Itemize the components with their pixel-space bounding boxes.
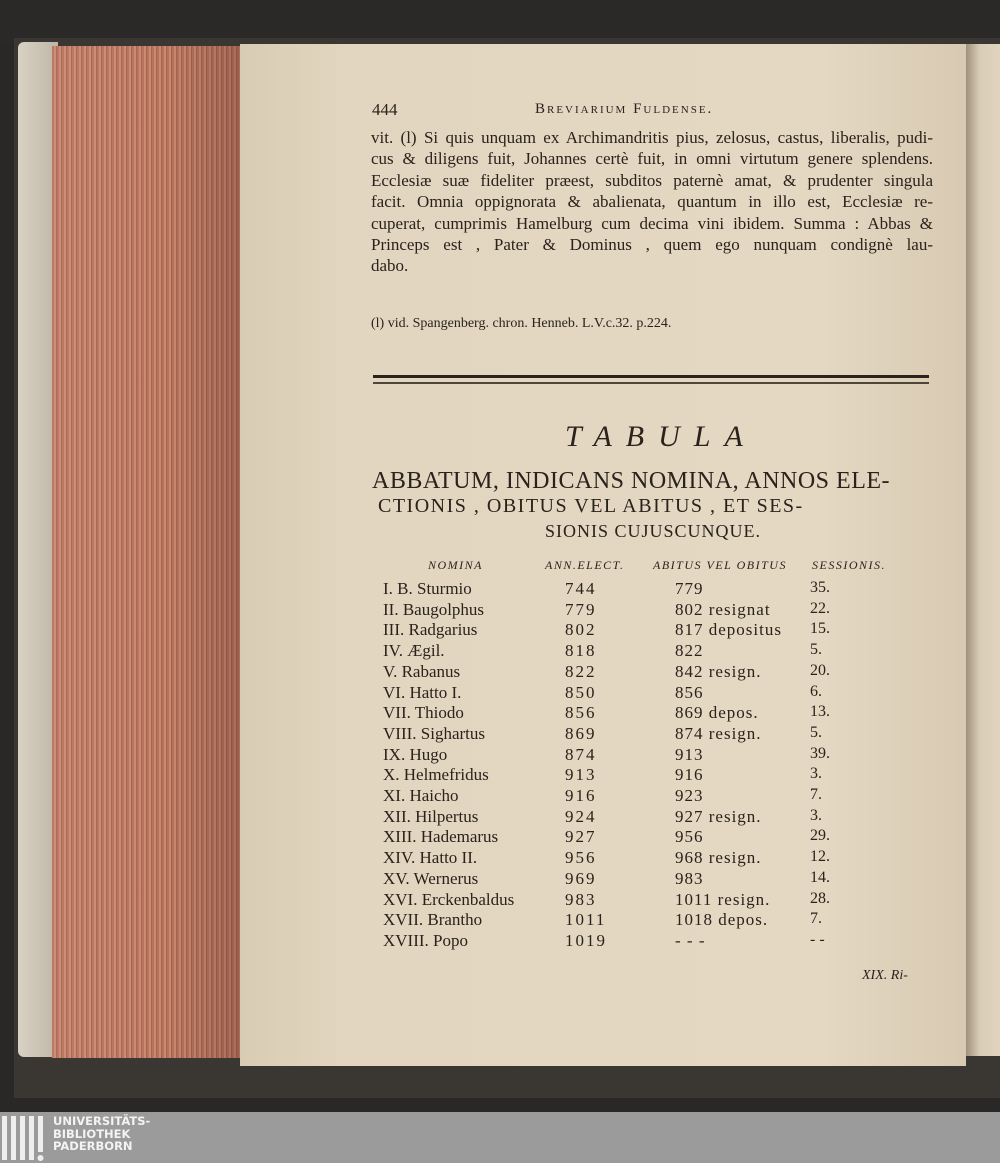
abbot-name: XIII. Hademarus: [383, 827, 499, 847]
abbot-name: XVIII. Popo: [383, 930, 468, 950]
session-years: 29.: [810, 827, 830, 845]
column-header-abitus: ABITUS VEL OBITUS: [653, 558, 787, 572]
divider-rule: [373, 382, 929, 384]
departure-year: 802 resignat: [675, 599, 771, 619]
column-header-ann-elect: ANN.ELECT.: [545, 558, 625, 572]
election-year: 956: [565, 848, 597, 868]
divider-rule: [373, 375, 929, 378]
departure-year: 856: [675, 682, 704, 702]
departure-year: 1011 resign.: [675, 889, 771, 909]
abbot-name: II. Baugolphus: [383, 599, 485, 619]
abbot-name: V. Rabanus: [383, 661, 461, 681]
tabula-title: TABULA: [565, 420, 757, 453]
session-years: 22.: [810, 599, 830, 617]
table-row: [0, 765, 1000, 786]
departure-year: - - -: [675, 930, 706, 950]
departure-year: 869 depos.: [675, 703, 759, 723]
election-year: 779: [565, 599, 597, 619]
table-row: [0, 600, 1000, 621]
body-paragraph: [371, 127, 933, 277]
table-row: [0, 662, 1000, 683]
table-row: [0, 620, 1000, 641]
abbot-name: I. B. Sturmio: [383, 579, 472, 598]
abbot-name: X. Helmefridus: [383, 765, 489, 785]
election-year: 818: [565, 641, 597, 661]
session-years: 13.: [810, 703, 830, 721]
abbot-name: XVI. Erckenbaldus: [383, 889, 515, 909]
election-year: 856: [565, 703, 597, 723]
column-header-nomina: NOMINA: [428, 558, 483, 572]
session-years: 28.: [810, 889, 830, 907]
departure-year: 817 depositus: [675, 620, 782, 640]
table-row: [0, 869, 1000, 890]
abbot-name: XV. Wernerus: [383, 868, 479, 888]
table-row: [0, 931, 1000, 952]
election-year: 822: [565, 661, 597, 681]
logo-line: PADERBORN: [53, 1139, 133, 1153]
abbot-name: VII. Thiodo: [383, 703, 464, 723]
abbot-name: VIII. Sighartus: [383, 723, 485, 743]
abbot-name: III. Radgarius: [383, 620, 478, 640]
session-years: 7.: [810, 786, 822, 803]
footnote: (l) vid. Spangenberg. chron. Henneb. L.V.c.32. p.224.: [371, 316, 672, 331]
paragraph-line: cuperat, cumprimis Hamelburg cum decima vini ibidem. Summa : Abbas &: [371, 213, 933, 233]
session-years: 39.: [810, 744, 830, 762]
election-year: 874: [565, 744, 597, 764]
abbot-name: XI. Haicho: [383, 786, 459, 805]
election-year: 802: [565, 620, 597, 640]
table-row: [0, 786, 1000, 807]
session-years: - -: [810, 930, 825, 948]
paragraph-line: facit. Omnia oppignorata & abalienata, quantum in illo est, Ecclesiæ re-: [371, 192, 933, 212]
session-years: 7.: [810, 910, 822, 928]
departure-year: 779: [675, 579, 704, 598]
abbot-name: XVII. Brantho: [383, 910, 483, 930]
table-row: [0, 579, 1000, 600]
abbot-name: IV. Ægil.: [383, 641, 445, 661]
election-year: 1019: [565, 930, 607, 950]
table-row: [0, 683, 1000, 704]
table-row: [0, 641, 1000, 662]
session-years: 5.: [810, 723, 822, 741]
table-heading-line: SIONIS CUJUSCUNQUE.: [545, 521, 762, 541]
session-years: 14.: [810, 868, 830, 886]
library-logo-text: [53, 1115, 150, 1153]
session-years: 15.: [810, 620, 830, 638]
session-years: 20.: [810, 661, 830, 679]
election-year: 927: [565, 827, 597, 847]
logo-line: UNIVERSITÄTS-: [53, 1114, 151, 1128]
departure-year: 916: [675, 765, 704, 785]
session-years: 3.: [810, 806, 822, 824]
election-year: 850: [565, 682, 597, 702]
paragraph-line: dabo.: [371, 256, 409, 276]
election-year: 969: [565, 868, 597, 888]
departure-year: 927 resign.: [675, 806, 762, 826]
session-years: 35.: [810, 579, 830, 596]
departure-year: 913: [675, 744, 704, 764]
election-year: 1011: [565, 910, 607, 930]
departure-year: 968 resign.: [675, 848, 762, 868]
paragraph-line: Ecclesiæ suæ fideliter præest, subditos paternè amat, & prudenter singula: [371, 170, 933, 190]
departure-year: 822: [675, 641, 704, 661]
abbot-name: XII. Hilpertus: [383, 806, 479, 826]
table-row: [0, 703, 1000, 724]
election-year: 744: [565, 579, 597, 598]
paragraph-line: cus & diligens fuit, Johannes certè fuit, in omni virtutum genere splendens.: [371, 149, 933, 169]
election-year: 913: [565, 765, 597, 785]
page-number: 444: [372, 100, 398, 119]
election-year: 916: [565, 786, 597, 805]
logo-line: BIBLIOTHEK: [53, 1126, 131, 1141]
session-years: 12.: [810, 848, 830, 866]
running-title: Breviarium Fuldense.: [535, 101, 714, 117]
catchword: XIX. Ri-: [862, 968, 908, 983]
paragraph-line: vit. (l) Si quis unquam ex Archimandritis pius, zelosus, castus, liberalis, pudi-: [371, 128, 933, 147]
departure-year: 1018 depos.: [675, 910, 769, 930]
departure-year: 874 resign.: [675, 723, 762, 743]
departure-year: 842 resign.: [675, 661, 762, 681]
table-heading-line: CTIONIS , OBITUS VEL ABITUS , ET SES-: [378, 495, 804, 517]
paragraph-line: Princeps est , Pater & Dominus , quem ego nunquam condignè lau-: [371, 235, 933, 255]
table-row: [0, 890, 1000, 911]
table-row: [0, 745, 1000, 766]
table-row: [0, 724, 1000, 745]
abbot-name: XIV. Hatto II.: [383, 848, 478, 868]
table-row: [0, 807, 1000, 828]
departure-year: 956: [675, 827, 704, 847]
table-heading-line: ABBATUM, INDICANS NOMINA, ANNOS ELE-: [372, 468, 891, 494]
session-years: 5.: [810, 641, 822, 659]
session-years: 6.: [810, 682, 822, 700]
session-years: 3.: [810, 765, 822, 783]
election-year: 924: [565, 806, 597, 826]
table-row: [0, 848, 1000, 869]
table-row: [0, 827, 1000, 848]
abbot-name: IX. Hugo: [383, 744, 448, 764]
departure-year: 923: [675, 786, 704, 805]
election-year: 869: [565, 723, 597, 743]
departure-year: 983: [675, 868, 704, 888]
library-logo-icon: [0, 1114, 50, 1163]
election-year: 983: [565, 889, 597, 909]
abbot-name: VI. Hatto I.: [383, 682, 462, 702]
table-row: [0, 910, 1000, 931]
column-header-sessionis: SESSIONIS.: [812, 558, 886, 572]
